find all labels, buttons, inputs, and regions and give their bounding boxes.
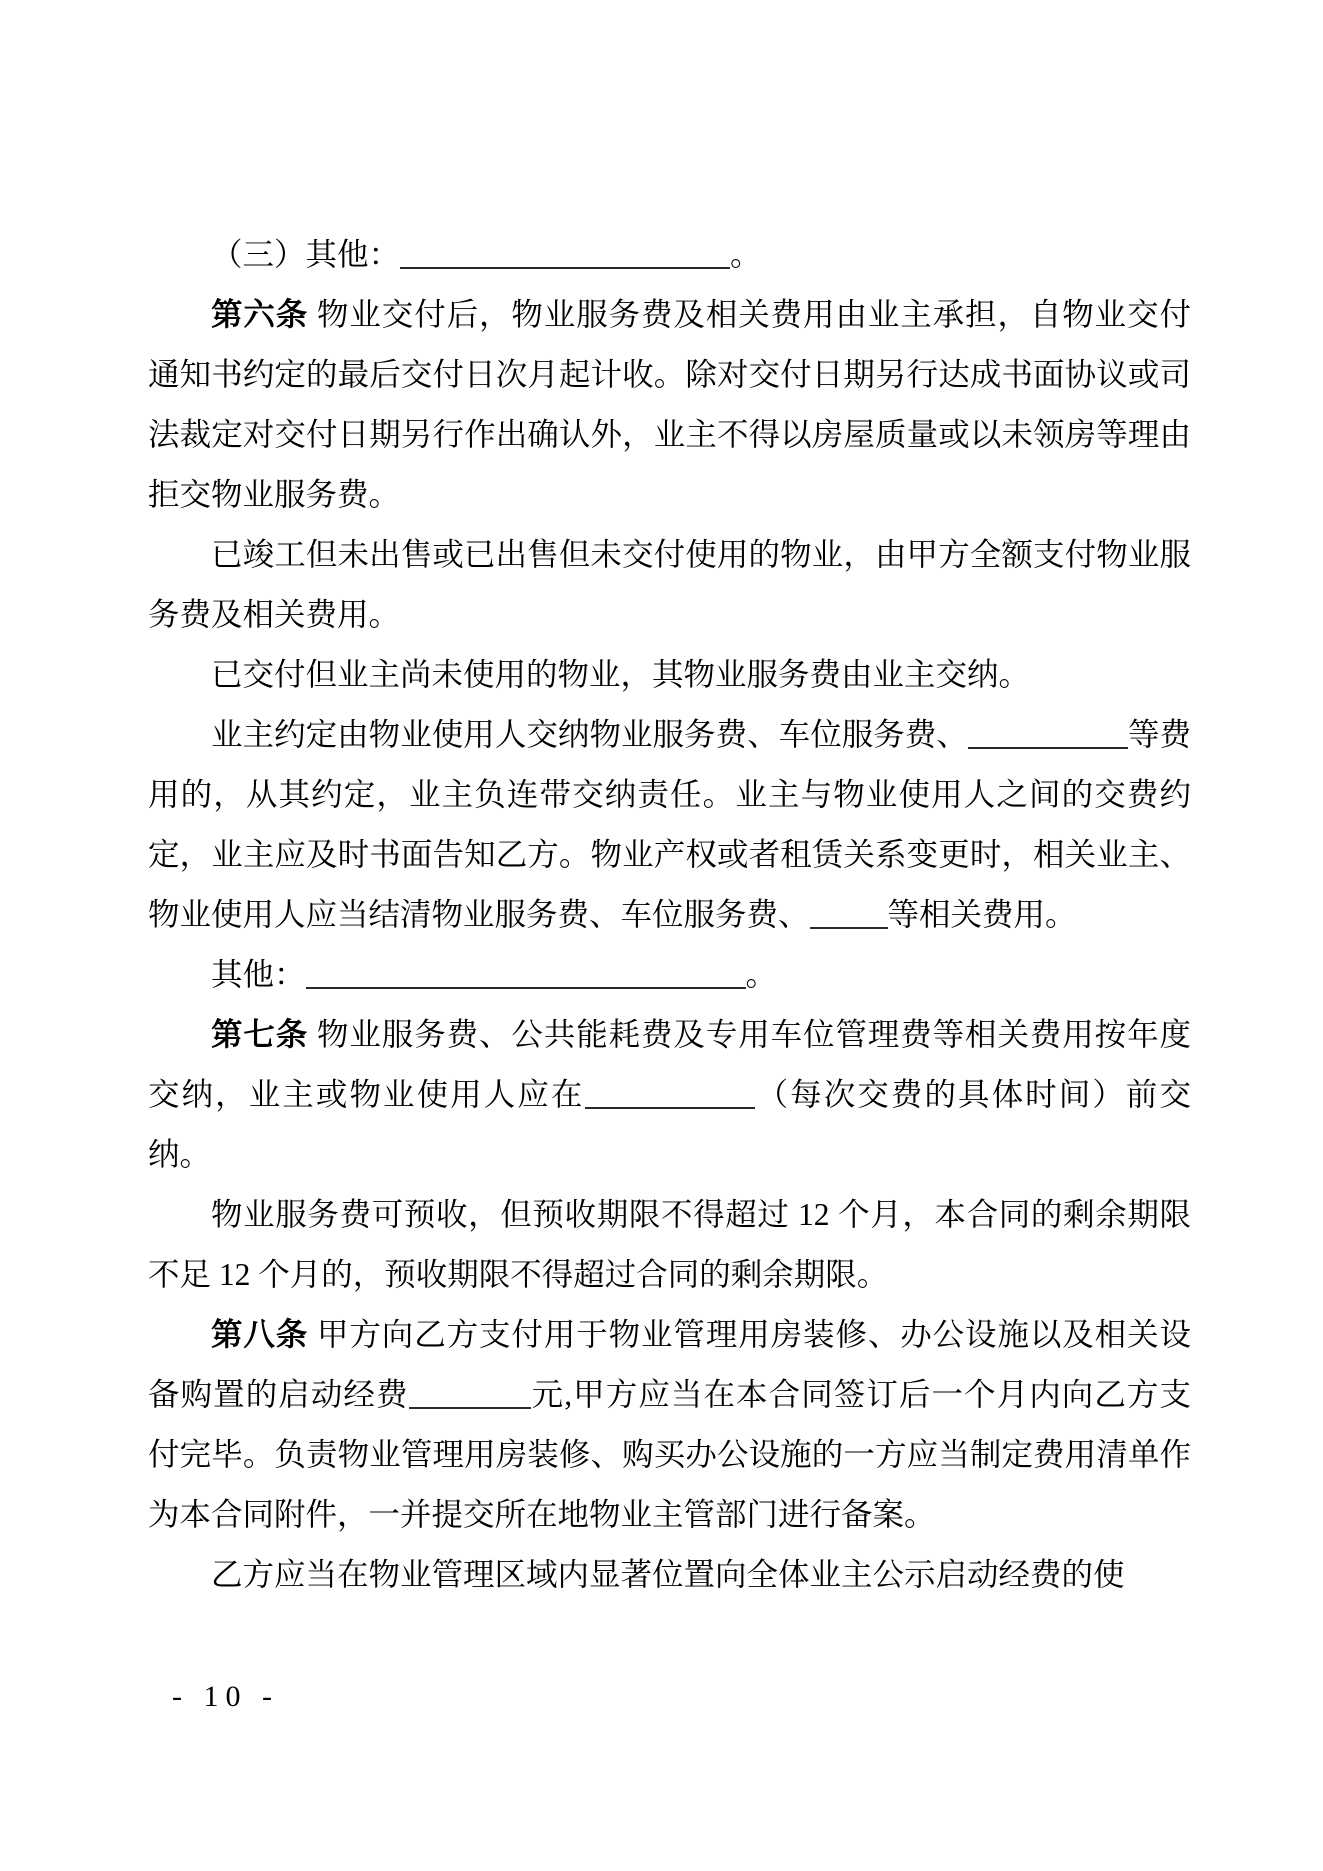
paragraph <box>148 285 1191 525</box>
clause-text: 物业服务费、公共能耗费及专用车位管理费等相关费用按年度交纳，业主或物业使用人应在 <box>148 1017 1191 1112</box>
paragraph <box>148 225 1191 285</box>
paragraph <box>148 1545 1191 1605</box>
fill-in-blank <box>409 1376 531 1410</box>
clause-text: 业主约定由物业使用人交纳物业服务费、车位服务费、 <box>211 717 968 752</box>
fill-in-blank <box>306 956 746 990</box>
clause-text: 甲方向乙方支付用于物业管理用房装修、办公设施以及相关设备购置的启动经费 <box>148 1317 1191 1412</box>
paragraph <box>148 1305 1191 1545</box>
clause-heading: 第六条 <box>211 297 309 332</box>
paragraph <box>148 645 1191 705</box>
clause-text: 其他： <box>211 957 306 992</box>
document-body <box>148 225 1191 1605</box>
clause-text: （每次交费的具体时间）前交纳。 <box>148 1077 1191 1172</box>
fill-in-blank <box>585 1076 755 1110</box>
clause-heading: 第八条 <box>211 1317 309 1352</box>
paragraph <box>148 705 1191 945</box>
clause-text: 物业服务费可预收，但预收期限不得超过 12 个月，本合同的剩余期限不足 12 个月的，预收期限不得超过合同的剩余期限。 <box>148 1197 1191 1292</box>
clause-text: 物业交付后，物业服务费及相关费用由业主承担，自物业交付通知书约定的最后交付日次月起计收。除对交付日期另行达成书面协议或司法裁定对交付日期另行作出确认外，业主不得以房屋质量或以未领房等理由拒交物业服务费。 <box>148 297 1191 512</box>
clause-text: 已交付但业主尚未使用的物业，其物业服务费由业主交纳。 <box>211 657 1031 692</box>
clause-text: 乙方应当在物业管理区域内显著位置向全体业主公示启动经费的使 <box>211 1557 1125 1592</box>
clause-text: 等相关费用。 <box>887 897 1077 932</box>
clause-text: （三）其他： <box>211 237 401 272</box>
page-number: - 10 - <box>172 1680 279 1713</box>
fill-in-blank <box>968 716 1128 750</box>
fill-in-blank <box>400 236 730 270</box>
clause-text: 等费用的，从其约定，业主负连带交纳责任。业主与物业使用人之间的交费约定，业主应及时书面告知乙方。物业产权或者租赁关系变更时，相关业主、物业使用人应当结清物业服务费、车位服务费、 <box>148 717 1191 932</box>
clause-text: 。 <box>745 957 778 992</box>
clause-text: 元,甲方应当在本合同签订后一个月内向乙方支付完毕。负责物业管理用房装修、购买办公设施的一方应当制定费用清单作为本合同附件，一并提交所在地物业主管部门进行备案。 <box>148 1377 1191 1532</box>
paragraph <box>148 525 1191 645</box>
clause-text: 。 <box>730 237 762 272</box>
clause-text: 已竣工但未出售或已出售但未交付使用的物业，由甲方全额支付物业服务费及相关费用。 <box>148 537 1191 632</box>
fill-in-blank <box>810 896 888 930</box>
paragraph <box>148 945 1191 1005</box>
clause-heading: 第七条 <box>211 1017 309 1052</box>
paragraph <box>148 1005 1191 1185</box>
paragraph <box>148 1185 1191 1305</box>
